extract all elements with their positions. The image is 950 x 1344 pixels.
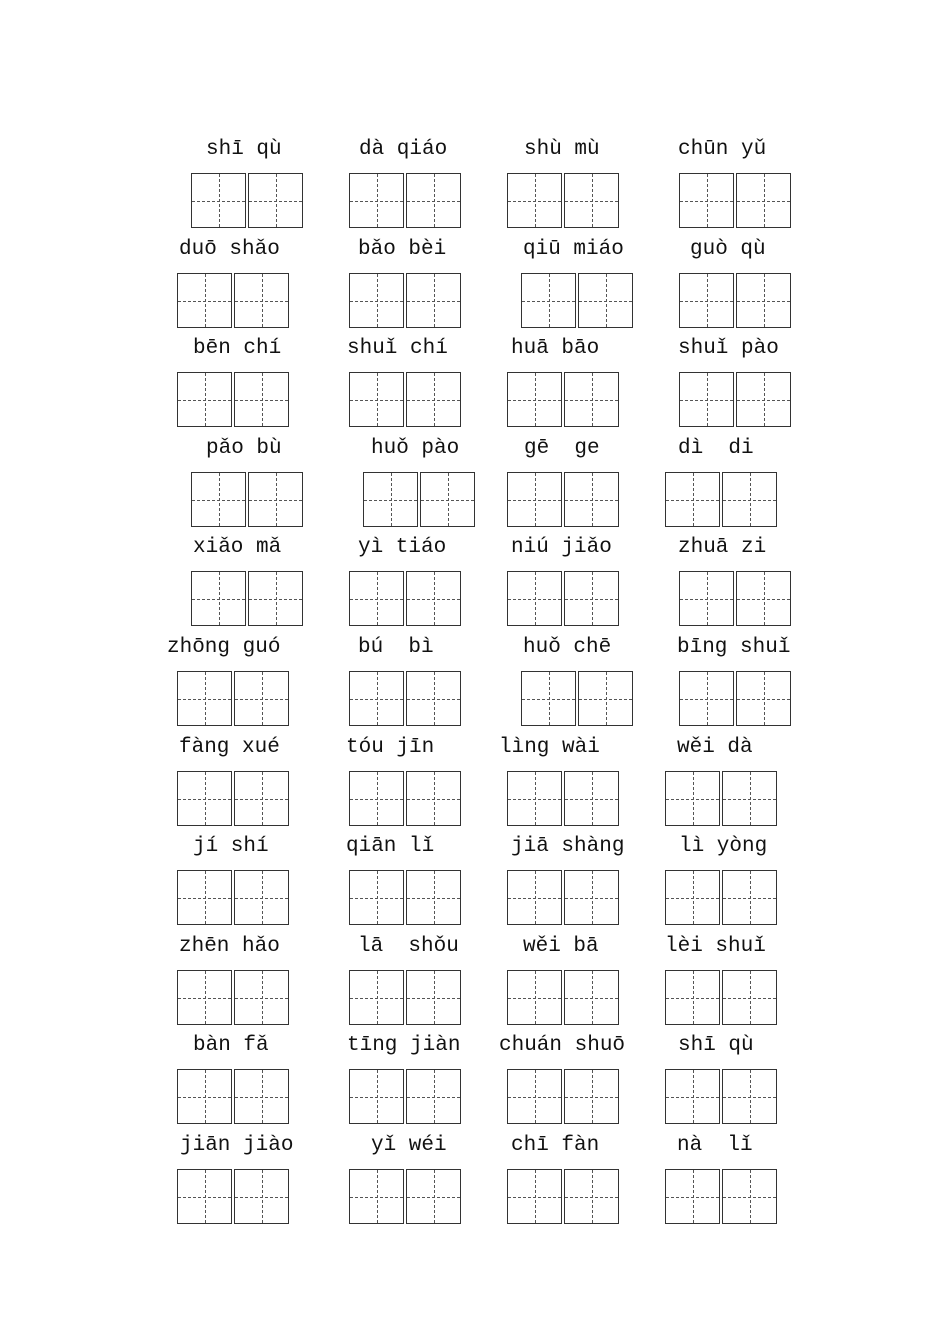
- vertical-guide-line: [262, 1070, 263, 1123]
- vertical-guide-line: [764, 572, 765, 625]
- writing-cell[interactable]: [234, 771, 289, 826]
- writing-cell[interactable]: [507, 970, 562, 1025]
- pinyin-label: gē ge: [524, 436, 600, 460]
- writing-cell[interactable]: [679, 671, 734, 726]
- pinyin-label: tīng jiàn: [347, 1034, 461, 1058]
- pinyin-label: chuán shuō: [499, 1034, 626, 1058]
- writing-cell[interactable]: [736, 671, 791, 726]
- vertical-guide-line: [592, 473, 593, 526]
- pinyin-label: shuǐ pào: [678, 337, 779, 361]
- vertical-guide-line: [262, 274, 263, 327]
- writing-cell[interactable]: [234, 273, 289, 328]
- vertical-guide-line: [592, 174, 593, 227]
- vertical-guide-line: [750, 871, 751, 924]
- character-box-pair: [177, 771, 290, 826]
- writing-cell[interactable]: [234, 372, 289, 427]
- writing-cell[interactable]: [406, 870, 461, 925]
- writing-cell[interactable]: [564, 472, 619, 527]
- pinyin-label: huǒ chē: [523, 636, 612, 659]
- writing-cell[interactable]: [406, 1069, 461, 1124]
- vertical-guide-line: [764, 672, 765, 725]
- pinyin-label: shī qù: [678, 1034, 754, 1058]
- writing-cell[interactable]: [177, 671, 232, 726]
- writing-cell[interactable]: [349, 1169, 404, 1224]
- pinyin-label: zhēn hǎo: [179, 934, 280, 958]
- vertical-guide-line: [592, 871, 593, 924]
- character-box-pair: [679, 273, 792, 328]
- character-box-pair: [665, 472, 778, 527]
- pinyin-label: wěi bā: [523, 934, 599, 958]
- character-box-pair: [507, 1069, 620, 1124]
- writing-cell[interactable]: [406, 571, 461, 626]
- writing-cell[interactable]: [177, 273, 232, 328]
- character-box-pair: [521, 273, 634, 328]
- writing-cell[interactable]: [564, 571, 619, 626]
- writing-cell[interactable]: [722, 1169, 777, 1224]
- vertical-guide-line: [377, 373, 378, 426]
- writing-cell[interactable]: [665, 970, 720, 1025]
- vertical-guide-line: [219, 473, 220, 526]
- character-box-pair: [177, 372, 290, 427]
- vertical-guide-line: [750, 971, 751, 1024]
- pinyin-label: shuǐ chí: [347, 337, 448, 361]
- pinyin-label: bēn chí: [193, 337, 282, 361]
- writing-cell[interactable]: [507, 372, 562, 427]
- character-box-pair: [177, 273, 290, 328]
- vertical-guide-line: [764, 373, 765, 426]
- vertical-guide-line: [434, 971, 435, 1024]
- writing-cell[interactable]: [665, 1169, 720, 1224]
- vertical-guide-line: [535, 1170, 536, 1223]
- character-box-pair: [349, 571, 462, 626]
- pinyin-label: shī qù: [206, 138, 282, 161]
- character-box-pair: [507, 472, 620, 527]
- vertical-guide-line: [205, 1170, 206, 1223]
- vertical-guide-line: [262, 1170, 263, 1223]
- character-box-pair: [349, 372, 462, 427]
- writing-cell[interactable]: [349, 671, 404, 726]
- vertical-guide-line: [205, 772, 206, 825]
- character-box-pair: [177, 1169, 290, 1224]
- character-box-pair: [679, 173, 792, 228]
- vertical-guide-line: [592, 971, 593, 1024]
- vertical-guide-line: [434, 373, 435, 426]
- writing-cell[interactable]: [406, 372, 461, 427]
- writing-cell[interactable]: [736, 372, 791, 427]
- writing-cell[interactable]: [349, 372, 404, 427]
- pinyin-label: niú jiǎo: [511, 536, 612, 560]
- writing-cell[interactable]: [507, 571, 562, 626]
- character-box-pair: [507, 173, 620, 228]
- writing-cell[interactable]: [191, 173, 246, 228]
- writing-cell[interactable]: [507, 870, 562, 925]
- vertical-guide-line: [377, 274, 378, 327]
- writing-cell[interactable]: [177, 870, 232, 925]
- pinyin-label: fàng xué: [179, 735, 280, 759]
- character-box-pair: [177, 870, 290, 925]
- character-box-pair: [177, 1069, 290, 1124]
- vertical-guide-line: [448, 473, 449, 526]
- vertical-guide-line: [434, 1070, 435, 1123]
- writing-cell[interactable]: [507, 173, 562, 228]
- writing-cell[interactable]: [363, 472, 418, 527]
- vertical-guide-line: [377, 871, 378, 924]
- writing-cell[interactable]: [521, 273, 576, 328]
- pinyin-label: jí shí: [193, 835, 269, 859]
- vertical-guide-line: [535, 772, 536, 825]
- character-box-pair: [507, 571, 620, 626]
- vertical-guide-line: [535, 373, 536, 426]
- vertical-guide-line: [377, 772, 378, 825]
- writing-cell[interactable]: [234, 1069, 289, 1124]
- character-box-pair: [507, 870, 620, 925]
- writing-cell[interactable]: [564, 1169, 619, 1224]
- vertical-guide-line: [606, 672, 607, 725]
- writing-cell[interactable]: [406, 970, 461, 1025]
- writing-cell[interactable]: [248, 571, 303, 626]
- writing-cell[interactable]: [507, 1069, 562, 1124]
- writing-cell[interactable]: [665, 870, 720, 925]
- pinyin-label: huā bāo: [511, 337, 600, 361]
- pinyin-label: qiān lǐ: [346, 835, 435, 859]
- pinyin-label: jiān jiào: [180, 1134, 294, 1157]
- writing-cell[interactable]: [722, 870, 777, 925]
- pinyin-label: huǒ pào: [371, 436, 460, 460]
- writing-cell[interactable]: [177, 372, 232, 427]
- writing-cell[interactable]: [507, 1169, 562, 1224]
- writing-cell[interactable]: [349, 1069, 404, 1124]
- character-box-pair: [191, 571, 304, 626]
- character-box-pair: [191, 173, 304, 228]
- vertical-guide-line: [535, 174, 536, 227]
- vertical-guide-line: [434, 572, 435, 625]
- writing-cell[interactable]: [736, 173, 791, 228]
- pinyin-label: yǐ wéi: [371, 1134, 447, 1157]
- vertical-guide-line: [262, 373, 263, 426]
- pinyin-label: lì yòng: [679, 835, 768, 859]
- vertical-guide-line: [434, 772, 435, 825]
- writing-cell[interactable]: [722, 472, 777, 527]
- pinyin-label: tóu jīn: [346, 735, 435, 759]
- writing-cell[interactable]: [349, 970, 404, 1025]
- pinyin-label: bú bì: [358, 636, 434, 659]
- vertical-guide-line: [377, 174, 378, 227]
- writing-cell[interactable]: [722, 970, 777, 1025]
- vertical-guide-line: [535, 1070, 536, 1123]
- writing-cell[interactable]: [248, 173, 303, 228]
- vertical-guide-line: [750, 1170, 751, 1223]
- character-box-pair: [349, 1069, 462, 1124]
- character-box-pair: [349, 1169, 462, 1224]
- writing-cell[interactable]: [234, 970, 289, 1025]
- pinyin-label: chūn yǔ: [678, 138, 767, 161]
- vertical-guide-line: [693, 772, 694, 825]
- character-box-pair: [349, 870, 462, 925]
- writing-cell[interactable]: [564, 173, 619, 228]
- vertical-guide-line: [377, 1170, 378, 1223]
- vertical-guide-line: [707, 572, 708, 625]
- pinyin-label: wěi dà: [677, 735, 753, 759]
- vertical-guide-line: [693, 1070, 694, 1123]
- vertical-guide-line: [205, 1070, 206, 1123]
- writing-cell[interactable]: [248, 472, 303, 527]
- character-box-pair: [349, 671, 462, 726]
- writing-cell[interactable]: [191, 472, 246, 527]
- vertical-guide-line: [434, 274, 435, 327]
- writing-cell[interactable]: [507, 472, 562, 527]
- vertical-guide-line: [693, 871, 694, 924]
- vertical-guide-line: [764, 174, 765, 227]
- pinyin-label: pǎo bù: [206, 436, 282, 460]
- writing-cell[interactable]: [736, 273, 791, 328]
- writing-cell[interactable]: [665, 771, 720, 826]
- pinyin-label: qiū miáo: [523, 237, 624, 261]
- vertical-guide-line: [707, 373, 708, 426]
- writing-cell[interactable]: [420, 472, 475, 527]
- character-box-pair: [679, 671, 792, 726]
- vertical-guide-line: [592, 572, 593, 625]
- vertical-guide-line: [434, 174, 435, 227]
- vertical-guide-line: [693, 971, 694, 1024]
- vertical-guide-line: [434, 1170, 435, 1223]
- character-box-pair: [349, 273, 462, 328]
- vertical-guide-line: [205, 373, 206, 426]
- vertical-guide-line: [535, 473, 536, 526]
- character-box-pair: [679, 372, 792, 427]
- character-box-pair: [665, 771, 778, 826]
- vertical-guide-line: [377, 971, 378, 1024]
- character-box-pair: [349, 771, 462, 826]
- vertical-guide-line: [693, 1170, 694, 1223]
- vertical-guide-line: [262, 971, 263, 1024]
- vertical-guide-line: [750, 1070, 751, 1123]
- vertical-guide-line: [707, 274, 708, 327]
- writing-cell[interactable]: [679, 372, 734, 427]
- writing-cell[interactable]: [722, 771, 777, 826]
- pinyin-label: lā shǒu: [358, 934, 459, 958]
- writing-cell[interactable]: [679, 273, 734, 328]
- writing-cell[interactable]: [507, 771, 562, 826]
- character-box-pair: [665, 1169, 778, 1224]
- vertical-guide-line: [219, 572, 220, 625]
- character-box-pair: [177, 671, 290, 726]
- vertical-guide-line: [535, 871, 536, 924]
- pinyin-label: nà lǐ: [677, 1134, 753, 1157]
- writing-cell[interactable]: [521, 671, 576, 726]
- pinyin-label: dì di: [678, 436, 754, 460]
- character-box-pair: [507, 970, 620, 1025]
- vertical-guide-line: [377, 1070, 378, 1123]
- writing-cell[interactable]: [349, 173, 404, 228]
- vertical-guide-line: [262, 871, 263, 924]
- vertical-guide-line: [764, 274, 765, 327]
- writing-cell[interactable]: [564, 771, 619, 826]
- pinyin-label: chī fàn: [511, 1134, 600, 1157]
- vertical-guide-line: [276, 174, 277, 227]
- writing-cell[interactable]: [564, 970, 619, 1025]
- character-box-pair: [665, 970, 778, 1025]
- writing-cell[interactable]: [191, 571, 246, 626]
- writing-cell[interactable]: [406, 771, 461, 826]
- pinyin-label: duō shǎo: [179, 237, 280, 261]
- vertical-guide-line: [535, 572, 536, 625]
- vertical-guide-line: [750, 772, 751, 825]
- vertical-guide-line: [377, 672, 378, 725]
- character-box-pair: [349, 173, 462, 228]
- writing-cell[interactable]: [722, 1069, 777, 1124]
- vertical-guide-line: [606, 274, 607, 327]
- writing-cell[interactable]: [349, 771, 404, 826]
- writing-cell[interactable]: [234, 671, 289, 726]
- vertical-guide-line: [262, 672, 263, 725]
- writing-cell[interactable]: [177, 1169, 232, 1224]
- writing-cell[interactable]: [234, 1169, 289, 1224]
- pinyin-label: dà qiáo: [359, 138, 448, 161]
- vertical-guide-line: [205, 871, 206, 924]
- pinyin-label: jiā shàng: [511, 835, 625, 859]
- writing-cell[interactable]: [234, 870, 289, 925]
- writing-cell[interactable]: [665, 1069, 720, 1124]
- pinyin-label: yì tiáo: [358, 536, 447, 560]
- writing-cell[interactable]: [578, 273, 633, 328]
- writing-cell[interactable]: [349, 870, 404, 925]
- vertical-guide-line: [276, 572, 277, 625]
- character-box-pair: [679, 571, 792, 626]
- character-box-pair: [521, 671, 634, 726]
- vertical-guide-line: [707, 174, 708, 227]
- character-box-pair: [177, 970, 290, 1025]
- vertical-guide-line: [276, 473, 277, 526]
- writing-cell[interactable]: [679, 571, 734, 626]
- character-box-pair: [349, 970, 462, 1025]
- pinyin-label: bǎo bèi: [358, 237, 447, 261]
- writing-cell[interactable]: [406, 1169, 461, 1224]
- writing-cell[interactable]: [177, 970, 232, 1025]
- writing-cell[interactable]: [736, 571, 791, 626]
- pinyin-label: shù mù: [524, 138, 600, 161]
- pinyin-label: bàn fǎ: [193, 1034, 269, 1058]
- character-box-pair: [507, 771, 620, 826]
- writing-cell[interactable]: [564, 1069, 619, 1124]
- character-box-pair: [507, 1169, 620, 1224]
- vertical-guide-line: [262, 772, 263, 825]
- writing-cell[interactable]: [349, 273, 404, 328]
- character-box-pair: [507, 372, 620, 427]
- vertical-guide-line: [377, 572, 378, 625]
- vertical-guide-line: [750, 473, 751, 526]
- vertical-guide-line: [592, 1070, 593, 1123]
- vertical-guide-line: [434, 672, 435, 725]
- character-box-pair: [665, 1069, 778, 1124]
- vertical-guide-line: [391, 473, 392, 526]
- vertical-guide-line: [434, 871, 435, 924]
- writing-cell[interactable]: [679, 173, 734, 228]
- vertical-guide-line: [205, 971, 206, 1024]
- writing-cell[interactable]: [349, 571, 404, 626]
- vertical-guide-line: [535, 971, 536, 1024]
- writing-cell[interactable]: [564, 372, 619, 427]
- vertical-guide-line: [205, 672, 206, 725]
- pinyin-label: lèi shuǐ: [665, 934, 766, 958]
- vertical-guide-line: [592, 373, 593, 426]
- vertical-guide-line: [592, 772, 593, 825]
- vertical-guide-line: [693, 473, 694, 526]
- vertical-guide-line: [707, 672, 708, 725]
- vertical-guide-line: [219, 174, 220, 227]
- writing-cell[interactable]: [578, 671, 633, 726]
- character-box-pair: [191, 472, 304, 527]
- writing-cell[interactable]: [177, 1069, 232, 1124]
- writing-cell[interactable]: [406, 173, 461, 228]
- writing-cell[interactable]: [665, 472, 720, 527]
- writing-cell[interactable]: [177, 771, 232, 826]
- pinyin-label: guò qù: [690, 237, 766, 261]
- pinyin-label: lìng wài: [499, 735, 600, 759]
- character-box-pair: [363, 472, 476, 527]
- writing-cell[interactable]: [564, 870, 619, 925]
- pinyin-label: zhōng guó: [167, 636, 281, 659]
- pinyin-label: bīng shuǐ: [677, 636, 791, 659]
- pinyin-label: zhuā zi: [678, 536, 767, 560]
- vertical-guide-line: [592, 1170, 593, 1223]
- vertical-guide-line: [205, 274, 206, 327]
- vertical-guide-line: [549, 672, 550, 725]
- writing-cell[interactable]: [406, 671, 461, 726]
- vertical-guide-line: [549, 274, 550, 327]
- character-box-pair: [665, 870, 778, 925]
- writing-cell[interactable]: [406, 273, 461, 328]
- pinyin-label: xiǎo mǎ: [193, 536, 282, 560]
